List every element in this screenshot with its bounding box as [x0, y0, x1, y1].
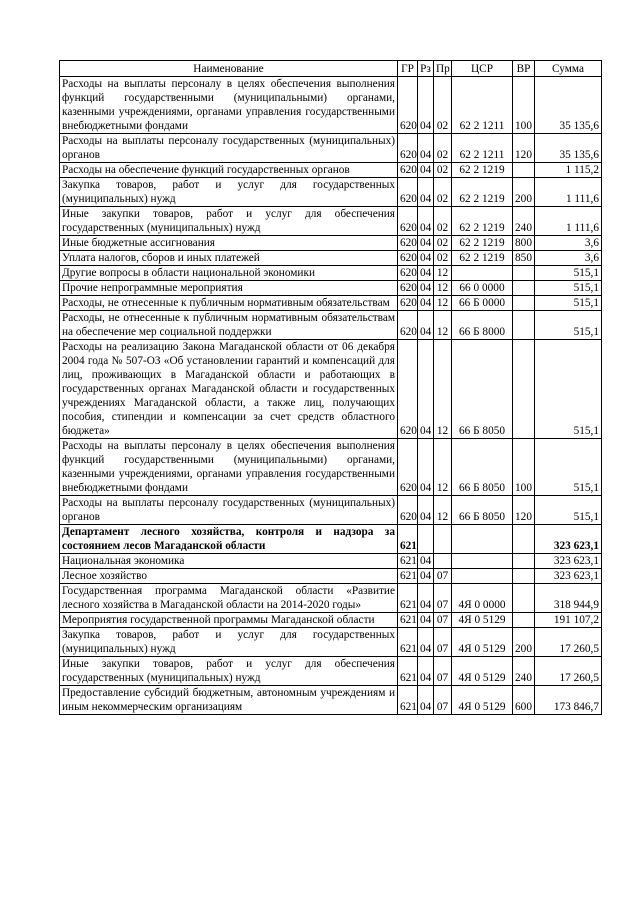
cell-pr: [434, 554, 452, 569]
cell-gr: 621: [398, 628, 418, 657]
cell-sum: 323 623,1: [535, 525, 602, 554]
cell-rz: 04: [418, 236, 434, 251]
table-body: [60, 77, 602, 715]
cell-sum: 515,1: [535, 340, 602, 439]
cell-name: Прочие непрограммные мероприятия: [60, 281, 398, 296]
cell-gr: 621: [398, 525, 418, 554]
cell-pr: 02: [434, 178, 452, 207]
cell-gr: 621: [398, 569, 418, 584]
cell-sum: 3,6: [535, 251, 602, 266]
cell-rz: 04: [418, 569, 434, 584]
cell-csr: [452, 266, 513, 281]
cell-vr: 200: [513, 628, 535, 657]
cell-rz: 04: [418, 496, 434, 525]
cell-vr: [513, 569, 535, 584]
table-row: [60, 686, 602, 715]
cell-rz: 04: [418, 584, 434, 613]
header-sum: Сумма: [535, 61, 602, 77]
table-row: [60, 311, 602, 340]
cell-name: Государственная программа Магаданской области «Развитие лесного хозяйства в Магаданской области на 2014-2020 годы»: [60, 584, 398, 613]
table-row: [60, 251, 602, 266]
cell-sum: 515,1: [535, 266, 602, 281]
cell-csr: 66 Б 8000: [452, 311, 513, 340]
cell-name: Иные закупки товаров, работ и услуг для обеспечения государственных (муниципальных) нужд: [60, 207, 398, 236]
cell-csr: 62 2 1219: [452, 207, 513, 236]
cell-pr: 12: [434, 311, 452, 340]
table-row: [60, 163, 602, 178]
cell-name: Расходы на реализацию Закона Магаданской области от 06 декабря 2004 года № 507-ОЗ «Об установлении гарантий и компенсаций для лиц, проживающих в Магаданской области и работающих в государственных органах Магаданской области и государственных учреждениях Магаданской области, а также лиц, получающих пособия, стипендии и компенсации за счет средств областного бюджета»: [60, 340, 398, 439]
cell-sum: 17 260,5: [535, 628, 602, 657]
table-row: [60, 281, 602, 296]
cell-rz: [418, 525, 434, 554]
budget-table: [59, 60, 602, 715]
cell-sum: 35 135,6: [535, 134, 602, 163]
cell-name: Закупка товаров, работ и услуг для государственных (муниципальных) нужд: [60, 178, 398, 207]
cell-name: Расходы, не отнесенные к публичным нормативным обязательствам: [60, 296, 398, 311]
cell-vr: 120: [513, 496, 535, 525]
cell-sum: 1 111,6: [535, 207, 602, 236]
cell-gr: 620: [398, 496, 418, 525]
cell-gr: 620: [398, 163, 418, 178]
table-header-row: [60, 61, 602, 77]
cell-gr: 620: [398, 439, 418, 496]
cell-gr: 621: [398, 584, 418, 613]
cell-rz: 04: [418, 554, 434, 569]
cell-name: Лесное хозяйство: [60, 569, 398, 584]
cell-name: Расходы на обеспечение функций государственных органов: [60, 163, 398, 178]
cell-rz: 04: [418, 134, 434, 163]
cell-name: Мероприятия государственной программы Магаданской области: [60, 613, 398, 628]
table-row: [60, 207, 602, 236]
cell-rz: 04: [418, 266, 434, 281]
cell-vr: 100: [513, 439, 535, 496]
cell-pr: 02: [434, 77, 452, 134]
cell-vr: [513, 281, 535, 296]
cell-vr: 100: [513, 77, 535, 134]
cell-rz: 04: [418, 281, 434, 296]
table-row: [60, 628, 602, 657]
cell-pr: 12: [434, 340, 452, 439]
cell-sum: 515,1: [535, 496, 602, 525]
cell-pr: 02: [434, 134, 452, 163]
cell-vr: 850: [513, 251, 535, 266]
cell-name: Иные бюджетные ассигнования: [60, 236, 398, 251]
cell-csr: 4Я 0 5129: [452, 657, 513, 686]
cell-sum: 515,1: [535, 281, 602, 296]
cell-pr: 12: [434, 266, 452, 281]
cell-csr: 4Я 0 5129: [452, 628, 513, 657]
cell-vr: 120: [513, 134, 535, 163]
cell-csr: 4Я 0 5129: [452, 613, 513, 628]
table-row: [60, 657, 602, 686]
cell-vr: [513, 525, 535, 554]
header-name: Наименование: [60, 61, 398, 77]
cell-gr: 620: [398, 311, 418, 340]
cell-name: Другие вопросы в области национальной экономики: [60, 266, 398, 281]
cell-sum: 3,6: [535, 236, 602, 251]
table-row: [60, 439, 602, 496]
cell-pr: 12: [434, 296, 452, 311]
cell-rz: 04: [418, 207, 434, 236]
cell-gr: 620: [398, 236, 418, 251]
header-gr: ГР: [398, 61, 418, 77]
table-row: [60, 266, 602, 281]
header-csr: ЦСР: [452, 61, 513, 77]
cell-name: Расходы на выплаты персоналу в целях обеспечения выполнения функций государственными (муниципальными) органами, казенными учреждениями, органами управления государственными внебюджетными фондами: [60, 439, 398, 496]
cell-name: Расходы на выплаты персоналу государственных (муниципальных) органов: [60, 134, 398, 163]
cell-pr: 07: [434, 569, 452, 584]
cell-rz: 04: [418, 77, 434, 134]
cell-name: Департамент лесного хозяйства, контроля и надзора за состоянием лесов Магаданской области: [60, 525, 398, 554]
cell-vr: [513, 554, 535, 569]
cell-name: Национальная экономика: [60, 554, 398, 569]
cell-vr: 600: [513, 686, 535, 715]
cell-pr: 07: [434, 686, 452, 715]
cell-sum: 323 623,1: [535, 554, 602, 569]
cell-vr: [513, 613, 535, 628]
cell-csr: [452, 554, 513, 569]
cell-vr: 800: [513, 236, 535, 251]
cell-name: Предоставление субсидий бюджетным, автономным учреждениям и иным некоммерческим организациям: [60, 686, 398, 715]
cell-csr: 62 2 1219: [452, 251, 513, 266]
cell-gr: 620: [398, 340, 418, 439]
cell-csr: 62 2 1219: [452, 163, 513, 178]
cell-vr: 240: [513, 207, 535, 236]
cell-rz: 04: [418, 296, 434, 311]
table-row: [60, 178, 602, 207]
header-rz: Рз: [418, 61, 434, 77]
cell-name: Иные закупки товаров, работ и услуг для обеспечения государственных (муниципальных) нужд: [60, 657, 398, 686]
cell-vr: [513, 296, 535, 311]
cell-pr: 02: [434, 236, 452, 251]
table-row: [60, 134, 602, 163]
cell-sum: 35 135,6: [535, 77, 602, 134]
cell-rz: 04: [418, 163, 434, 178]
cell-gr: 621: [398, 686, 418, 715]
table-row: [60, 554, 602, 569]
cell-sum: 1 115,2: [535, 163, 602, 178]
table-row: [60, 296, 602, 311]
cell-csr: 66 Б 0000: [452, 296, 513, 311]
cell-rz: 04: [418, 686, 434, 715]
cell-pr: 07: [434, 628, 452, 657]
cell-sum: 515,1: [535, 311, 602, 340]
cell-sum: 173 846,7: [535, 686, 602, 715]
cell-name: Расходы на выплаты персоналу государственных (муниципальных) органов: [60, 496, 398, 525]
table-row: [60, 584, 602, 613]
table-row: [60, 496, 602, 525]
cell-vr: [513, 163, 535, 178]
cell-sum: 515,1: [535, 439, 602, 496]
cell-csr: 62 2 1219: [452, 236, 513, 251]
cell-pr: 02: [434, 163, 452, 178]
cell-csr: [452, 569, 513, 584]
cell-pr: 07: [434, 613, 452, 628]
table-row: [60, 236, 602, 251]
cell-pr: 12: [434, 496, 452, 525]
cell-sum: 17 260,5: [535, 657, 602, 686]
cell-gr: 620: [398, 207, 418, 236]
cell-name: Расходы, не отнесенные к публичным нормативным обязательствам на обеспечение мер социальной поддержки: [60, 311, 398, 340]
cell-name: Закупка товаров, работ и услуг для государственных (муниципальных) нужд: [60, 628, 398, 657]
cell-vr: [513, 340, 535, 439]
cell-sum: 515,1: [535, 296, 602, 311]
cell-sum: 1 111,6: [535, 178, 602, 207]
cell-pr: 02: [434, 251, 452, 266]
cell-rz: 04: [418, 178, 434, 207]
cell-rz: 04: [418, 628, 434, 657]
table-row: [60, 525, 602, 554]
cell-pr: 02: [434, 207, 452, 236]
cell-pr: 07: [434, 657, 452, 686]
cell-gr: 621: [398, 554, 418, 569]
cell-vr: [513, 266, 535, 281]
table-row: [60, 613, 602, 628]
cell-gr: 621: [398, 657, 418, 686]
cell-name: Уплата налогов, сборов и иных платежей: [60, 251, 398, 266]
cell-vr: 200: [513, 178, 535, 207]
cell-rz: 04: [418, 311, 434, 340]
header-pr: Пр: [434, 61, 452, 77]
cell-gr: 620: [398, 77, 418, 134]
cell-rz: 04: [418, 439, 434, 496]
cell-gr: 621: [398, 613, 418, 628]
cell-pr: 07: [434, 584, 452, 613]
cell-rz: 04: [418, 657, 434, 686]
cell-csr: 62 2 1211: [452, 77, 513, 134]
cell-vr: [513, 584, 535, 613]
cell-gr: 620: [398, 266, 418, 281]
cell-pr: [434, 525, 452, 554]
table-row: [60, 340, 602, 439]
cell-vr: [513, 311, 535, 340]
cell-sum: 318 944,9: [535, 584, 602, 613]
table-row: [60, 569, 602, 584]
cell-csr: 66 Б 8050: [452, 496, 513, 525]
cell-csr: 62 2 1211: [452, 134, 513, 163]
cell-csr: 66 Б 8050: [452, 439, 513, 496]
cell-csr: 66 Б 8050: [452, 340, 513, 439]
cell-gr: 620: [398, 296, 418, 311]
cell-gr: 620: [398, 178, 418, 207]
cell-csr: 62 2 1219: [452, 178, 513, 207]
cell-rz: 04: [418, 613, 434, 628]
cell-gr: 620: [398, 134, 418, 163]
cell-csr: 4Я 0 0000: [452, 584, 513, 613]
cell-csr: 66 0 0000: [452, 281, 513, 296]
cell-gr: 620: [398, 281, 418, 296]
cell-pr: 12: [434, 439, 452, 496]
cell-rz: 04: [418, 251, 434, 266]
cell-name: Расходы на выплаты персоналу в целях обеспечения выполнения функций государственными (муниципальными) органами, казенными учреждениями, органами управления государственными внебюджетными фондами: [60, 77, 398, 134]
cell-gr: 620: [398, 251, 418, 266]
header-vr: ВР: [513, 61, 535, 77]
cell-pr: 12: [434, 281, 452, 296]
cell-csr: 4Я 0 5129: [452, 686, 513, 715]
cell-rz: 04: [418, 340, 434, 439]
cell-sum: 191 107,2: [535, 613, 602, 628]
cell-vr: 240: [513, 657, 535, 686]
table-row: [60, 77, 602, 134]
cell-sum: 323 623,1: [535, 569, 602, 584]
cell-csr: [452, 525, 513, 554]
